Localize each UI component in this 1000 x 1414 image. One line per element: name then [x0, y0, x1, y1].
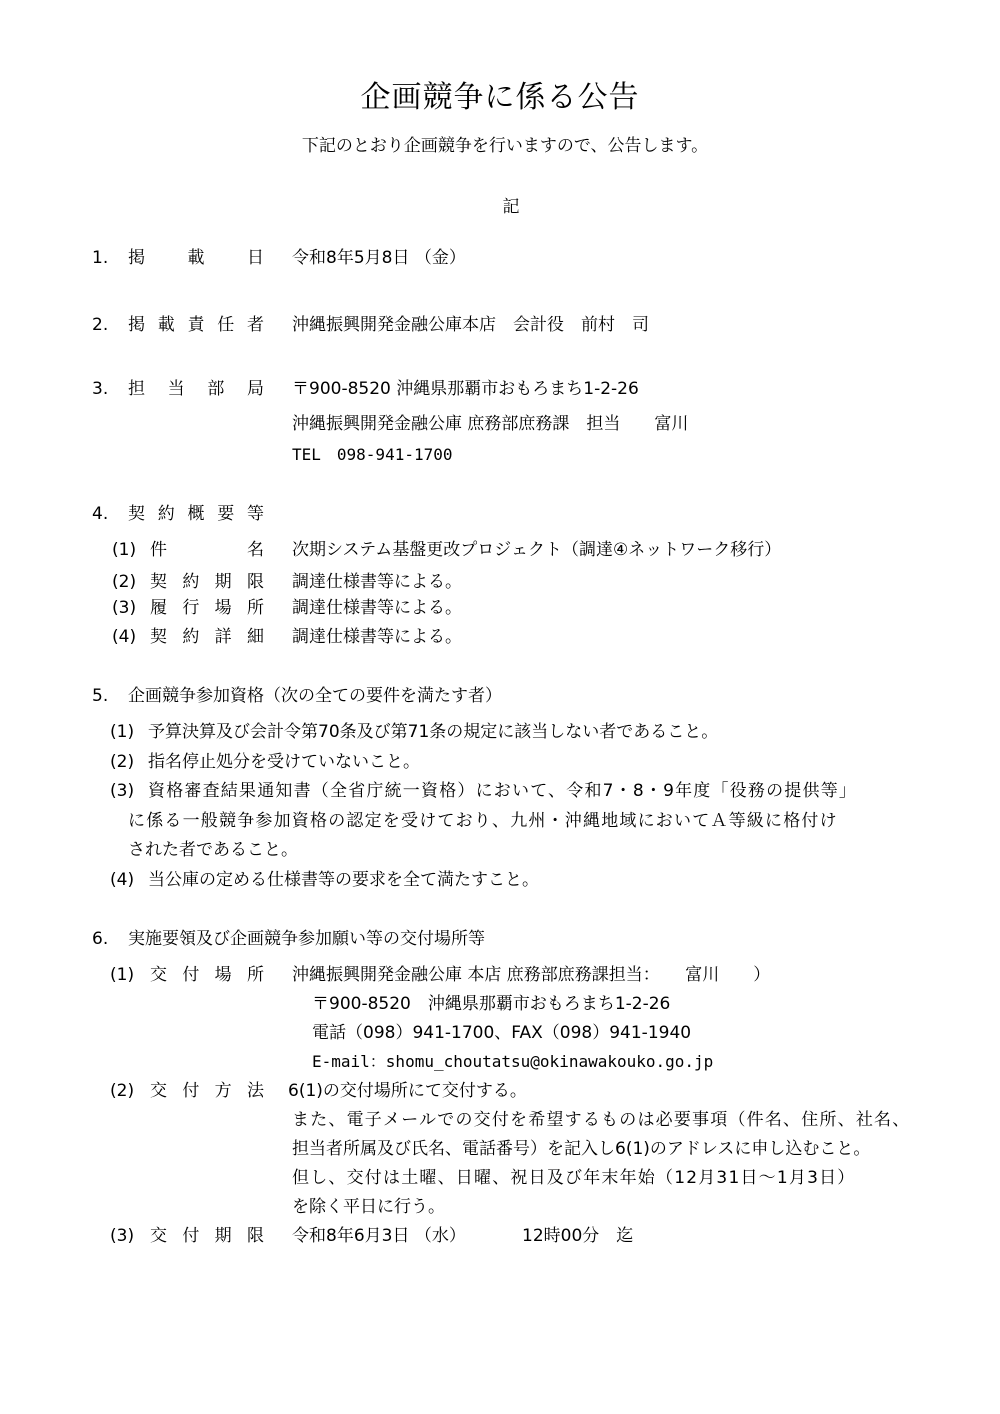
section-4-item-label [150, 626, 264, 648]
label-char: 概 [187, 504, 205, 524]
section-3-tel: TEL 098-941-1700 [292, 445, 453, 464]
label-char: 契 [128, 504, 145, 524]
label-char: 所 [246, 598, 264, 618]
label-char: 載 [157, 315, 175, 335]
label-char: 日 [247, 248, 264, 268]
label-char: 限 [246, 572, 264, 592]
label-char: 交 [150, 1226, 167, 1246]
section-3-number: 3. [92, 379, 109, 399]
label-char: 契 [150, 627, 167, 647]
label-char: 交 [150, 1081, 167, 1101]
label-char: 件 [150, 540, 167, 560]
label-char: 細 [246, 627, 264, 647]
label-char: 交 [150, 965, 167, 985]
section-4-item-number: (1) [112, 540, 137, 560]
label-char: 付 [182, 1226, 200, 1246]
section-4-item-value: 調達仕様書等による。 [292, 627, 462, 647]
section-5-item-text: 指名停止処分を受けていないこと。 [148, 752, 420, 772]
label-char: 等 [247, 504, 264, 524]
section-6-method-line: 但し、交付は土曜、日曜、祝日及び年末年始（12月31日～1月3日） [292, 1168, 856, 1188]
section-6-method-line: また、電子メールでの交付を希望するものは必要事項（件名、住所、社名、 [292, 1110, 911, 1130]
section-6-item-number: (1) [110, 965, 135, 985]
label-char: 任 [217, 315, 235, 335]
section-4-item-number: (4) [112, 627, 137, 647]
section-5-item-continuation: された者であること。 [128, 840, 298, 860]
section-4-item-number: (2) [112, 572, 137, 592]
label-char: 所 [246, 965, 264, 985]
section-6-item-number: (2) [110, 1081, 135, 1101]
label-char: 要 [217, 504, 235, 524]
section-4-item-value: 調達仕様書等による。 [292, 598, 462, 618]
label-char: 限 [246, 1226, 264, 1246]
section-6-item-number: (3) [110, 1226, 135, 1246]
label-char: 履 [150, 598, 167, 618]
section-2-label [128, 314, 264, 336]
section-6-number: 6. [92, 929, 109, 949]
section-5-number: 5. [92, 686, 109, 706]
section-5-heading: 企画競争参加資格（次の全ての要件を満たす者） [128, 686, 502, 706]
label-char: 掲 [128, 315, 145, 335]
label-char: 当 [167, 379, 185, 399]
label-char: 期 [214, 572, 232, 592]
section-6-method-line: を除く平日に行う。 [292, 1197, 445, 1217]
label-char: 約 [157, 504, 175, 524]
section-6-place-org: 沖縄振興開発金融公庫 本店 庶務部庶務課担当： 富川 ） [292, 965, 771, 985]
section-3-org: 沖縄振興開発金融公庫 庶務部庶務課 担当 富川 [292, 414, 689, 434]
section-4-item-label [150, 539, 264, 561]
section-3-label [128, 378, 264, 400]
section-4-label [128, 503, 264, 525]
section-6-item-label [150, 964, 264, 986]
section-5-item-number: (2) [110, 752, 135, 772]
label-char: 局 [246, 379, 264, 399]
label-char: 行 [182, 598, 200, 618]
label-char: 部 [207, 379, 225, 399]
label-char: 掲 [128, 248, 145, 268]
section-2-value: 沖縄振興開発金融公庫本店 会計役 前村 司 [292, 315, 649, 335]
label-char: 場 [214, 965, 232, 985]
section-6-item-label [150, 1225, 264, 1247]
label-char: 付 [182, 965, 200, 985]
section-6-deadline-time: 12時00分 迄 [522, 1226, 634, 1246]
section-3-address: 〒900-8520 沖縄県那覇市おもろまち1-2-26 [292, 379, 639, 399]
label-char: 法 [246, 1081, 264, 1101]
section-5-item-number: (4) [110, 870, 135, 890]
label-char: 責 [187, 315, 205, 335]
section-4-item-value: 調達仕様書等による。 [292, 572, 462, 592]
section-6-heading: 実施要領及び企画競争参加願い等の交付場所等 [128, 929, 485, 949]
section-6-place-phone: 電話（098）941-1700、FAX（098）941-1940 [312, 1023, 692, 1043]
section-4-item-label [150, 571, 264, 593]
section-5-item-number: (1) [110, 722, 135, 742]
document-title: 企画競争に係る公告 [360, 80, 640, 115]
section-6-method-line: 担当者所属及び氏名、電話番号）を記入し6(1)のアドレスに申し込むこと。 [292, 1139, 871, 1159]
section-6-place-email: E-mail：shomu_choutatsu@okinawakouko.go.jp [312, 1052, 714, 1071]
section-4-item-value: 次期システム基盤更改プロジェクト（調達④ネットワーク移行） [292, 540, 782, 560]
label-char: 場 [214, 598, 232, 618]
section-6-deadline-date: 令和8年6月3日 （水） [292, 1226, 466, 1246]
section-1-value: 令和8年5月8日 （金） [292, 248, 466, 268]
label-char: 担 [128, 379, 145, 399]
label-char: 付 [182, 1081, 200, 1101]
label-char: 方 [214, 1081, 232, 1101]
section-2-number: 2. [92, 315, 109, 335]
section-5-item-number: (3) [110, 781, 135, 801]
section-1-label [128, 247, 264, 269]
section-4-number: 4. [92, 504, 109, 524]
section-5-item-text: 資格審査結果通知書（全省庁統一資格）において、令和7・8・9年度「役務の提供等」 [148, 781, 858, 801]
section-1-number: 1. [92, 248, 109, 268]
section-5-item-text: 予算決算及び会計令第70条及び第71条の規定に該当しない者であること。 [148, 722, 719, 742]
section-6-method-line: 6(1)の交付場所にて交付する。 [288, 1081, 527, 1101]
label-char: 者 [247, 315, 264, 335]
section-6-item-label [150, 1080, 264, 1102]
ki-heading: 記 [502, 197, 520, 217]
label-char: 約 [182, 627, 200, 647]
section-6-place-address: 〒900-8520 沖縄県那覇市おもろまち1-2-26 [312, 994, 671, 1014]
label-char: 載 [187, 248, 205, 268]
intro-text: 下記のとおり企画競争を行いますので、公告します。 [301, 136, 709, 156]
label-char: 詳 [214, 627, 232, 647]
label-char: 約 [182, 572, 200, 592]
section-4-item-label [150, 597, 264, 619]
section-4-item-number: (3) [112, 598, 137, 618]
label-char: 期 [214, 1226, 232, 1246]
section-5-item-continuation: に係る一般競争参加資格の認定を受けており、九州・沖縄地域においてＡ等級に格付け [128, 811, 838, 831]
label-char: 名 [247, 540, 264, 560]
section-5-item-text: 当公庫の定める仕様書等の要求を全て満たすこと。 [148, 870, 539, 890]
label-char: 契 [150, 572, 167, 592]
